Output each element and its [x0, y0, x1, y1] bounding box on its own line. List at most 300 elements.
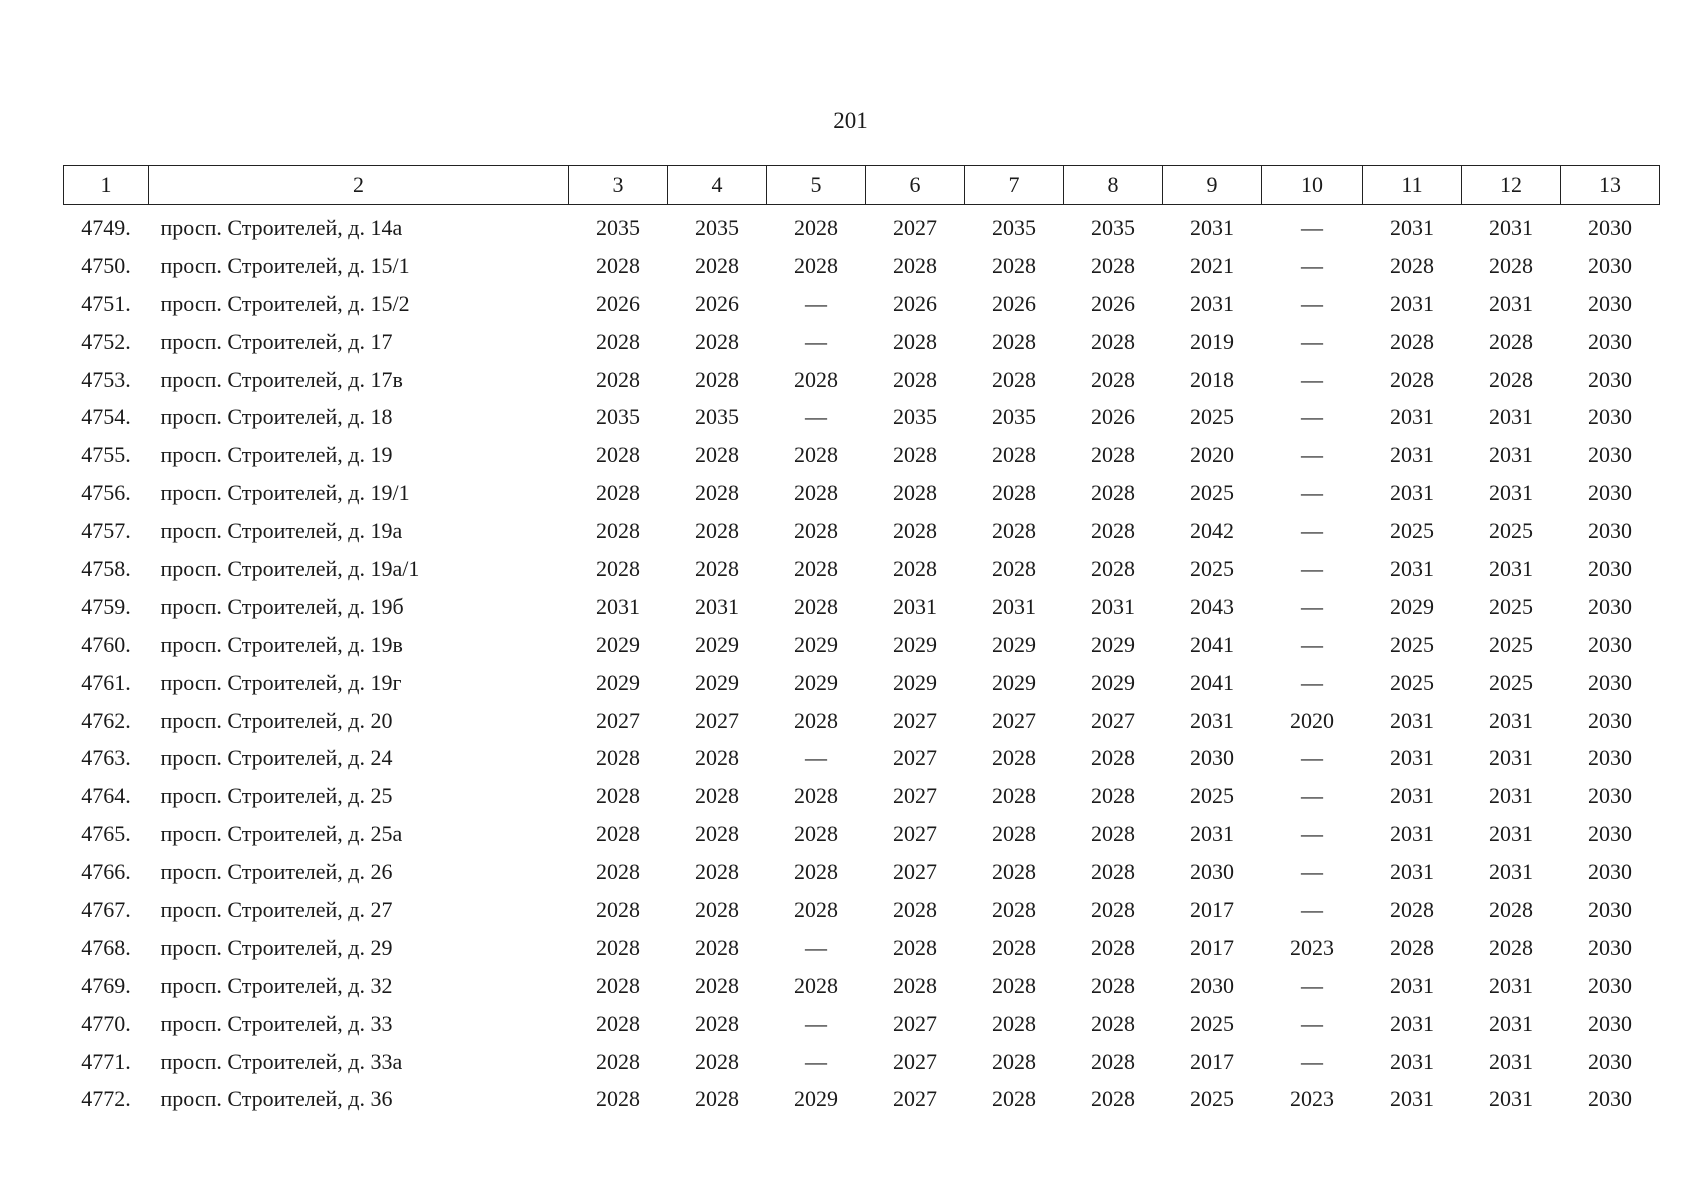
year-cell-col-7: 2028	[992, 518, 1036, 544]
address-cell: просп. Строителей, д. 32	[160, 972, 393, 998]
year-cell-col-5: —	[805, 328, 827, 354]
year-cell-col-6: 2027	[893, 1086, 937, 1112]
year-cell-col-7: 2028	[992, 1048, 1036, 1074]
year-cell-col-11: 2031	[1390, 214, 1434, 240]
year-cell-col-12: 2031	[1489, 555, 1533, 581]
year-cell-col-7: 2028	[992, 896, 1036, 922]
year-cell-col-8: 2028	[1091, 1010, 1135, 1036]
year-cell-col-11: 2031	[1390, 555, 1434, 581]
row-number: 4758.	[81, 555, 131, 581]
address-cell: просп. Строителей, д. 29	[160, 934, 393, 960]
year-cell-col-8: 2028	[1091, 366, 1135, 392]
year-cell-col-5: 2028	[794, 480, 838, 506]
row-number: 4768.	[81, 934, 131, 960]
address-cell: просп. Строителей, д. 19а	[160, 518, 403, 544]
year-cell-col-11: 2031	[1390, 783, 1434, 809]
year-cell-col-8: 2028	[1091, 859, 1135, 885]
year-cell-col-8: 2026	[1091, 290, 1135, 316]
year-cell-col-4: 2028	[695, 859, 739, 885]
year-cell-col-5: 2028	[794, 518, 838, 544]
year-cell-col-9: 2030	[1190, 859, 1234, 885]
address-cell: просп. Строителей, д. 19г	[160, 669, 402, 695]
year-cell-col-4: 2028	[695, 518, 739, 544]
year-cell-col-10: —	[1301, 442, 1323, 468]
year-cell-col-3: 2028	[596, 252, 640, 278]
year-cell-col-9: 2042	[1190, 518, 1234, 544]
year-cell-col-8: 2028	[1091, 821, 1135, 847]
year-cell-col-8: 2028	[1091, 1048, 1135, 1074]
address-cell: просп. Строителей, д. 17	[160, 328, 393, 354]
year-cell-col-3: 2028	[596, 442, 640, 468]
column-header-3: 3	[569, 166, 668, 205]
year-cell-col-13: 2030	[1588, 821, 1632, 847]
year-cell-col-3: 2028	[596, 745, 640, 771]
year-cell-col-4: 2026	[695, 290, 739, 316]
year-cell-col-7: 2029	[992, 669, 1036, 695]
year-cell-col-13: 2030	[1588, 290, 1632, 316]
year-cell-col-5: —	[805, 404, 827, 430]
year-cell-col-9: 2031	[1190, 707, 1234, 733]
column-header-1: 1	[64, 166, 149, 205]
year-cell-col-9: 2025	[1190, 404, 1234, 430]
year-cell-col-8: 2028	[1091, 518, 1135, 544]
address-cell: просп. Строителей, д. 25	[160, 783, 393, 809]
year-cell-col-7: 2026	[992, 290, 1036, 316]
year-cell-col-13: 2030	[1588, 896, 1632, 922]
year-cell-col-5: 2028	[794, 442, 838, 468]
year-cell-col-4: 2028	[695, 783, 739, 809]
year-cell-col-11: 2031	[1390, 290, 1434, 316]
address-cell: просп. Строителей, д. 19/1	[160, 480, 410, 506]
year-cell-col-13: 2030	[1588, 1010, 1632, 1036]
row-number: 4763.	[81, 745, 131, 771]
year-cell-col-13: 2030	[1588, 252, 1632, 278]
year-cell-col-5: 2028	[794, 783, 838, 809]
year-cell-col-9: 2041	[1190, 631, 1234, 657]
year-cell-col-5: 2028	[794, 555, 838, 581]
year-cell-col-8: 2028	[1091, 745, 1135, 771]
year-cell-col-9: 2025	[1190, 1010, 1234, 1036]
year-cell-col-4: 2028	[695, 1086, 739, 1112]
table-row	[64, 853, 1660, 891]
year-cell-col-9: 2019	[1190, 328, 1234, 354]
year-cell-col-5: 2028	[794, 214, 838, 240]
year-cell-col-11: 2025	[1390, 518, 1434, 544]
table-row	[64, 398, 1660, 436]
year-cell-col-5: 2029	[794, 1086, 838, 1112]
year-cell-col-12: 2028	[1489, 366, 1533, 392]
year-cell-col-10: —	[1301, 972, 1323, 998]
year-cell-col-4: 2028	[695, 328, 739, 354]
year-cell-col-12: 2025	[1489, 631, 1533, 657]
year-cell-col-6: 2028	[893, 555, 937, 581]
year-cell-col-4: 2028	[695, 821, 739, 847]
year-cell-col-8: 2028	[1091, 1086, 1135, 1112]
year-cell-col-5: —	[805, 745, 827, 771]
year-cell-col-12: 2031	[1489, 404, 1533, 430]
year-cell-col-10: —	[1301, 290, 1323, 316]
year-cell-col-13: 2030	[1588, 518, 1632, 544]
year-cell-col-12: 2031	[1489, 783, 1533, 809]
year-cell-col-6: 2028	[893, 480, 937, 506]
year-cell-col-11: 2031	[1390, 972, 1434, 998]
year-cell-col-8: 2035	[1091, 214, 1135, 240]
year-cell-col-13: 2030	[1588, 593, 1632, 619]
year-cell-col-7: 2028	[992, 859, 1036, 885]
row-number: 4752.	[81, 328, 131, 354]
year-cell-col-9: 2025	[1190, 1086, 1234, 1112]
year-cell-col-9: 2025	[1190, 783, 1234, 809]
row-number: 4760.	[81, 631, 131, 657]
year-cell-col-12: 2031	[1489, 1086, 1533, 1112]
address-cell: просп. Строителей, д. 20	[160, 707, 393, 733]
year-cell-col-3: 2028	[596, 896, 640, 922]
year-cell-col-12: 2031	[1489, 1048, 1533, 1074]
year-cell-col-7: 2028	[992, 555, 1036, 581]
address-cell: просп. Строителей, д. 27	[160, 896, 393, 922]
year-cell-col-11: 2031	[1390, 1010, 1434, 1036]
year-cell-col-6: 2029	[893, 631, 937, 657]
year-cell-col-8: 2028	[1091, 328, 1135, 354]
year-cell-col-3: 2028	[596, 1048, 640, 1074]
year-cell-col-10: —	[1301, 214, 1323, 240]
row-number: 4771.	[81, 1048, 131, 1074]
year-cell-col-8: 2028	[1091, 480, 1135, 506]
year-cell-col-12: 2031	[1489, 821, 1533, 847]
year-cell-col-7: 2028	[992, 972, 1036, 998]
year-cell-col-8: 2028	[1091, 896, 1135, 922]
address-cell: просп. Строителей, д. 33а	[160, 1048, 403, 1074]
year-cell-col-11: 2031	[1390, 442, 1434, 468]
column-header-4: 4	[668, 166, 767, 205]
year-cell-col-4: 2028	[695, 1048, 739, 1074]
year-cell-col-5: 2028	[794, 972, 838, 998]
year-cell-col-13: 2030	[1588, 404, 1632, 430]
row-number: 4766.	[81, 859, 131, 885]
header-row	[64, 166, 1660, 205]
year-cell-col-5: —	[805, 1010, 827, 1036]
column-header-5: 5	[767, 166, 866, 205]
row-number: 4757.	[81, 518, 131, 544]
year-cell-col-6: 2028	[893, 896, 937, 922]
repair-schedule-table	[63, 165, 1660, 1118]
year-cell-col-11: 2028	[1390, 896, 1434, 922]
year-cell-col-9: 2017	[1190, 934, 1234, 960]
year-cell-col-9: 2020	[1190, 442, 1234, 468]
year-cell-col-3: 2028	[596, 518, 640, 544]
year-cell-col-11: 2031	[1390, 1048, 1434, 1074]
year-cell-col-6: 2027	[893, 745, 937, 771]
table-row	[64, 1043, 1660, 1081]
year-cell-col-12: 2025	[1489, 669, 1533, 695]
year-cell-col-8: 2028	[1091, 934, 1135, 960]
year-cell-col-13: 2030	[1588, 631, 1632, 657]
year-cell-col-4: 2028	[695, 745, 739, 771]
year-cell-col-12: 2031	[1489, 214, 1533, 240]
year-cell-col-4: 2028	[695, 934, 739, 960]
year-cell-col-10: —	[1301, 1048, 1323, 1074]
year-cell-col-5: 2029	[794, 631, 838, 657]
table-row	[64, 247, 1660, 285]
year-cell-col-6: 2027	[893, 783, 937, 809]
year-cell-col-9: 2017	[1190, 1048, 1234, 1074]
year-cell-col-7: 2028	[992, 366, 1036, 392]
year-cell-col-4: 2028	[695, 480, 739, 506]
year-cell-col-13: 2030	[1588, 480, 1632, 506]
year-cell-col-3: 2035	[596, 404, 640, 430]
year-cell-col-13: 2030	[1588, 859, 1632, 885]
row-number: 4770.	[81, 1010, 131, 1036]
year-cell-col-7: 2028	[992, 783, 1036, 809]
year-cell-col-7: 2028	[992, 480, 1036, 506]
year-cell-col-6: 2028	[893, 442, 937, 468]
year-cell-col-6: 2027	[893, 1048, 937, 1074]
year-cell-col-5: —	[805, 934, 827, 960]
year-cell-col-12: 2028	[1489, 328, 1533, 354]
column-header-11: 11	[1363, 166, 1462, 205]
year-cell-col-8: 2029	[1091, 669, 1135, 695]
table-row	[64, 512, 1660, 550]
table-row	[64, 588, 1660, 626]
row-number: 4764.	[81, 783, 131, 809]
column-header-9: 9	[1163, 166, 1262, 205]
table-row	[64, 436, 1660, 474]
year-cell-col-13: 2030	[1588, 783, 1632, 809]
year-cell-col-9: 2017	[1190, 896, 1234, 922]
row-number: 4762.	[81, 707, 131, 733]
year-cell-col-10: —	[1301, 366, 1323, 392]
year-cell-col-7: 2029	[992, 631, 1036, 657]
year-cell-col-9: 2030	[1190, 745, 1234, 771]
year-cell-col-10: —	[1301, 821, 1323, 847]
year-cell-col-6: 2028	[893, 366, 937, 392]
year-cell-col-7: 2028	[992, 745, 1036, 771]
year-cell-col-3: 2029	[596, 669, 640, 695]
year-cell-col-8: 2028	[1091, 783, 1135, 809]
year-cell-col-3: 2028	[596, 366, 640, 392]
year-cell-col-4: 2029	[695, 669, 739, 695]
year-cell-col-7: 2027	[992, 707, 1036, 733]
year-cell-col-3: 2028	[596, 859, 640, 885]
year-cell-col-10: —	[1301, 328, 1323, 354]
year-cell-col-5: —	[805, 290, 827, 316]
year-cell-col-8: 2026	[1091, 404, 1135, 430]
table-row	[64, 550, 1660, 588]
table-row	[64, 815, 1660, 853]
year-cell-col-7: 2035	[992, 214, 1036, 240]
column-header-10: 10	[1262, 166, 1363, 205]
year-cell-col-12: 2028	[1489, 896, 1533, 922]
year-cell-col-9: 2031	[1190, 214, 1234, 240]
column-header-7: 7	[965, 166, 1064, 205]
year-cell-col-9: 2031	[1190, 290, 1234, 316]
column-header-2: 2	[149, 166, 569, 205]
table-row	[64, 1080, 1660, 1118]
year-cell-col-4: 2028	[695, 366, 739, 392]
table-row	[64, 285, 1660, 323]
year-cell-col-4: 2028	[695, 252, 739, 278]
row-number: 4761.	[81, 669, 131, 695]
year-cell-col-3: 2028	[596, 783, 640, 809]
year-cell-col-7: 2028	[992, 1010, 1036, 1036]
year-cell-col-12: 2031	[1489, 972, 1533, 998]
year-cell-col-10: —	[1301, 631, 1323, 657]
year-cell-col-8: 2028	[1091, 442, 1135, 468]
year-cell-col-11: 2031	[1390, 404, 1434, 430]
address-cell: просп. Строителей, д. 17в	[160, 366, 403, 392]
year-cell-col-9: 2041	[1190, 669, 1234, 695]
year-cell-col-12: 2031	[1489, 859, 1533, 885]
year-cell-col-3: 2028	[596, 328, 640, 354]
table-row	[64, 361, 1660, 399]
year-cell-col-6: 2031	[893, 593, 937, 619]
year-cell-col-7: 2035	[992, 404, 1036, 430]
address-cell: просп. Строителей, д. 36	[160, 1086, 393, 1112]
year-cell-col-7: 2028	[992, 328, 1036, 354]
year-cell-col-10: —	[1301, 745, 1323, 771]
year-cell-col-13: 2030	[1588, 707, 1632, 733]
year-cell-col-10: —	[1301, 593, 1323, 619]
year-cell-col-11: 2031	[1390, 1086, 1434, 1112]
year-cell-col-5: 2028	[794, 593, 838, 619]
year-cell-col-6: 2027	[893, 821, 937, 847]
year-cell-col-7: 2028	[992, 821, 1036, 847]
year-cell-col-7: 2028	[992, 442, 1036, 468]
row-number: 4767.	[81, 896, 131, 922]
year-cell-col-12: 2025	[1489, 593, 1533, 619]
year-cell-col-8: 2031	[1091, 593, 1135, 619]
year-cell-col-11: 2025	[1390, 631, 1434, 657]
year-cell-col-3: 2028	[596, 934, 640, 960]
address-cell: просп. Строителей, д. 14а	[160, 214, 403, 240]
year-cell-col-10: —	[1301, 404, 1323, 430]
year-cell-col-12: 2025	[1489, 518, 1533, 544]
year-cell-col-5: 2028	[794, 366, 838, 392]
year-cell-col-10: —	[1301, 896, 1323, 922]
year-cell-col-5: 2028	[794, 859, 838, 885]
table-row	[64, 967, 1660, 1005]
row-number: 4765.	[81, 821, 131, 847]
year-cell-col-13: 2030	[1588, 972, 1632, 998]
year-cell-col-10: —	[1301, 1010, 1323, 1036]
year-cell-col-12: 2031	[1489, 707, 1533, 733]
year-cell-col-6: 2027	[893, 859, 937, 885]
year-cell-col-6: 2028	[893, 328, 937, 354]
year-cell-col-11: 2025	[1390, 669, 1434, 695]
year-cell-col-6: 2028	[893, 518, 937, 544]
row-number: 4769.	[81, 972, 131, 998]
year-cell-col-5: 2028	[794, 896, 838, 922]
year-cell-col-12: 2031	[1489, 480, 1533, 506]
year-cell-col-7: 2028	[992, 934, 1036, 960]
row-number: 4772.	[81, 1086, 131, 1112]
row-number: 4759.	[81, 593, 131, 619]
address-cell: просп. Строителей, д. 26	[160, 859, 393, 885]
address-cell: просп. Строителей, д. 33	[160, 1010, 393, 1036]
year-cell-col-4: 2035	[695, 404, 739, 430]
year-cell-col-12: 2031	[1489, 745, 1533, 771]
year-cell-col-9: 2043	[1190, 593, 1234, 619]
year-cell-col-3: 2028	[596, 821, 640, 847]
row-number: 4749.	[81, 214, 131, 240]
year-cell-col-13: 2030	[1588, 1048, 1632, 1074]
year-cell-col-10: 2023	[1290, 1086, 1334, 1112]
year-cell-col-12: 2028	[1489, 252, 1533, 278]
year-cell-col-11: 2031	[1390, 745, 1434, 771]
page-number: 201	[833, 108, 868, 133]
year-cell-col-11: 2028	[1390, 366, 1434, 392]
year-cell-col-8: 2027	[1091, 707, 1135, 733]
column-header-13: 13	[1561, 166, 1660, 205]
year-cell-col-11: 2029	[1390, 593, 1434, 619]
year-cell-col-4: 2028	[695, 555, 739, 581]
year-cell-col-3: 2035	[596, 214, 640, 240]
year-cell-col-4: 2035	[695, 214, 739, 240]
year-cell-col-10: —	[1301, 480, 1323, 506]
year-cell-col-7: 2031	[992, 593, 1036, 619]
year-cell-col-5: 2029	[794, 669, 838, 695]
year-cell-col-4: 2027	[695, 707, 739, 733]
year-cell-col-4: 2029	[695, 631, 739, 657]
year-cell-col-3: 2028	[596, 1010, 640, 1036]
year-cell-col-13: 2030	[1588, 442, 1632, 468]
year-cell-col-7: 2028	[992, 1086, 1036, 1112]
address-cell: просп. Строителей, д. 19а/1	[160, 555, 420, 581]
column-header-8: 8	[1064, 166, 1163, 205]
year-cell-col-11: 2031	[1390, 707, 1434, 733]
year-cell-col-6: 2035	[893, 404, 937, 430]
year-cell-col-11: 2031	[1390, 821, 1434, 847]
year-cell-col-3: 2031	[596, 593, 640, 619]
column-header-6: 6	[866, 166, 965, 205]
year-cell-col-13: 2030	[1588, 745, 1632, 771]
year-cell-col-4: 2028	[695, 1010, 739, 1036]
year-cell-col-3: 2028	[596, 972, 640, 998]
table-row	[64, 929, 1660, 967]
year-cell-col-9: 2025	[1190, 555, 1234, 581]
table-header	[64, 166, 1660, 205]
year-cell-col-7: 2028	[992, 252, 1036, 278]
row-number: 4751.	[81, 290, 131, 316]
year-cell-col-12: 2031	[1489, 442, 1533, 468]
year-cell-col-13: 2030	[1588, 934, 1632, 960]
address-cell: просп. Строителей, д. 19в	[160, 631, 403, 657]
table-row	[64, 626, 1660, 664]
year-cell-col-13: 2030	[1588, 328, 1632, 354]
table-body	[64, 205, 1660, 1119]
year-cell-col-6: 2029	[893, 669, 937, 695]
year-cell-col-3: 2027	[596, 707, 640, 733]
address-cell: просп. Строителей, д. 19б	[160, 593, 404, 619]
address-cell: просп. Строителей, д. 15/1	[160, 252, 410, 278]
year-cell-col-5: —	[805, 1048, 827, 1074]
year-cell-col-3: 2029	[596, 631, 640, 657]
table-row	[64, 323, 1660, 361]
year-cell-col-13: 2030	[1588, 1086, 1632, 1112]
year-cell-col-13: 2030	[1588, 214, 1632, 240]
year-cell-col-6: 2027	[893, 707, 937, 733]
year-cell-col-10: —	[1301, 252, 1323, 278]
table-row	[64, 739, 1660, 777]
year-cell-col-11: 2031	[1390, 859, 1434, 885]
year-cell-col-6: 2027	[893, 1010, 937, 1036]
year-cell-col-10: —	[1301, 669, 1323, 695]
row-number: 4753.	[81, 366, 131, 392]
year-cell-col-11: 2028	[1390, 252, 1434, 278]
address-cell: просп. Строителей, д. 25а	[160, 821, 403, 847]
table-row	[64, 1005, 1660, 1043]
table-row	[64, 474, 1660, 512]
